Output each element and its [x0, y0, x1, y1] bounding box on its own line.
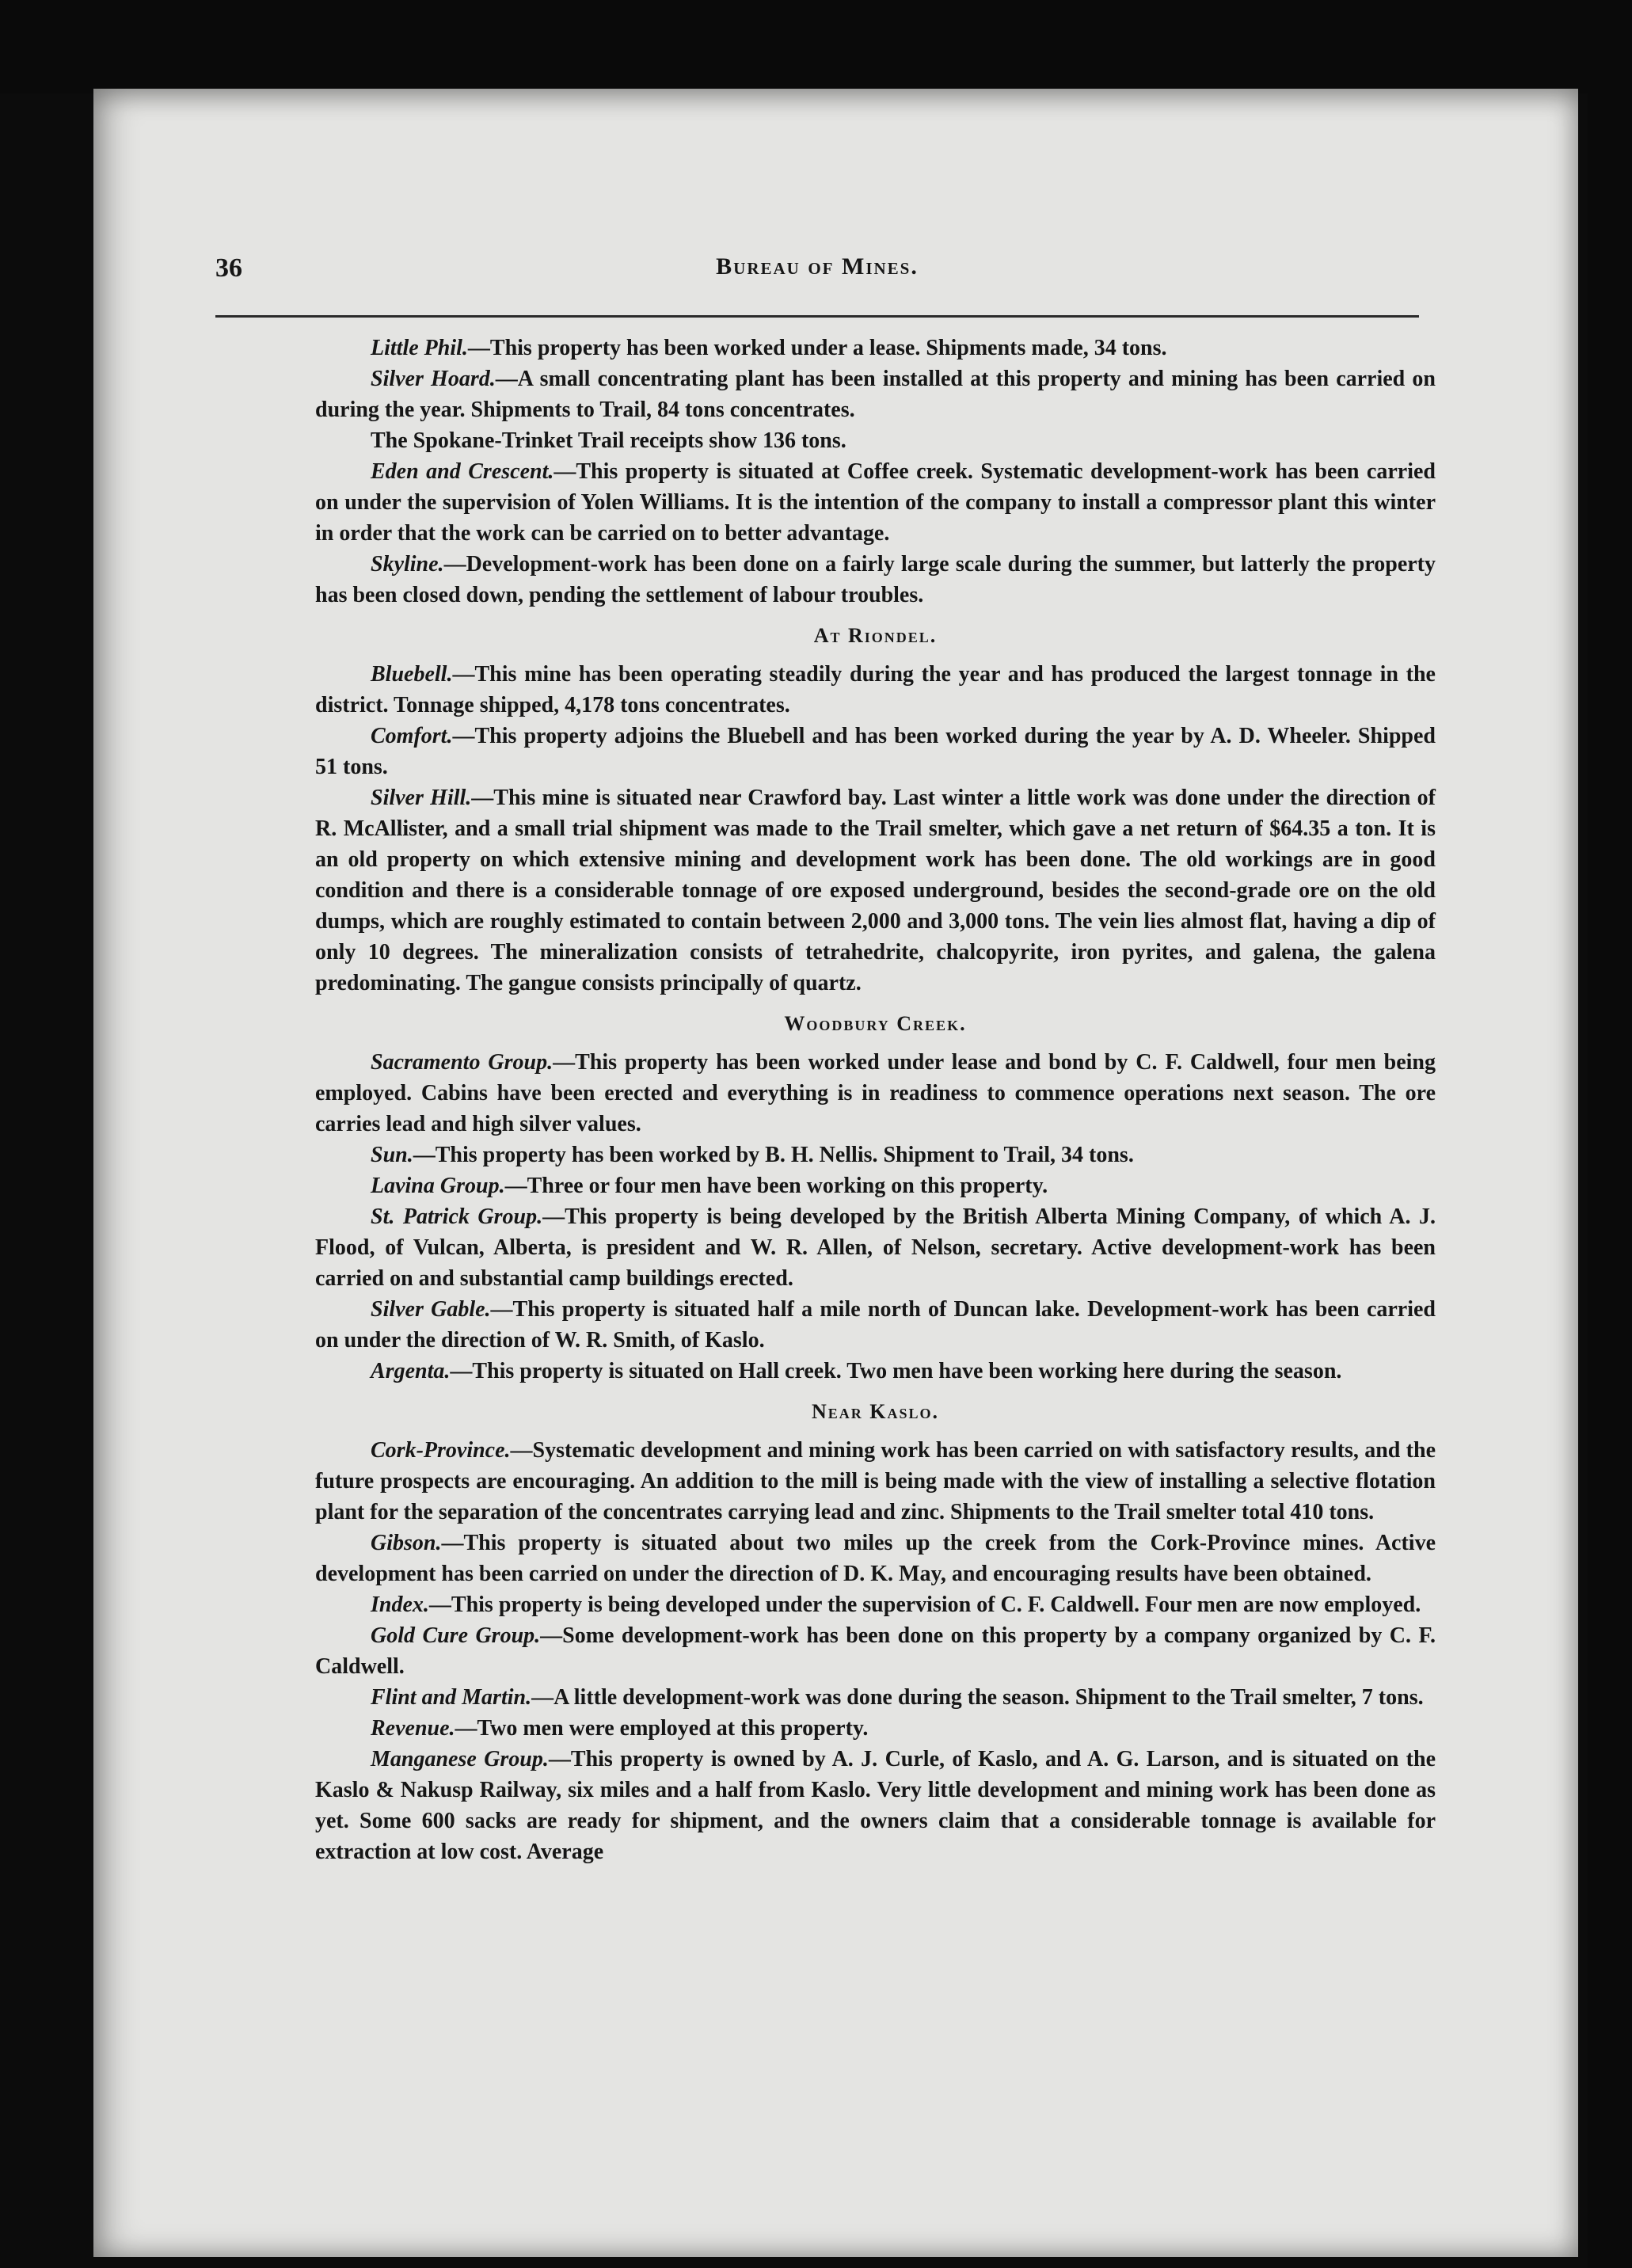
- property-name: Argenta.: [371, 1359, 451, 1383]
- property-name: Sun.: [371, 1143, 413, 1167]
- paragraph: [315, 1713, 1436, 1744]
- film-border-right: [1588, 0, 1632, 2268]
- property-name: Silver Hill.: [371, 786, 472, 810]
- paragraph: [315, 1589, 1436, 1620]
- paragraph: [315, 1744, 1436, 1867]
- paragraph-text: —This property has been worked under lease and bond by C. F. Caldwell, four men being employed. Cabins have been erected and everything is in readiness to commence operations next season. The ore carries lead and high silver values.: [315, 1050, 1436, 1136]
- header-rule: [215, 315, 1419, 318]
- paragraph: [315, 549, 1436, 611]
- paragraph: [315, 1201, 1436, 1294]
- paragraph-text: —This property is situated about two miles up the creek from the Cork-Province mines. Active development has been carried on under the direction of D. K. May, and encouraging results have been obtained.: [315, 1531, 1436, 1586]
- paragraph: [315, 1620, 1436, 1682]
- property-name: Manganese Group.: [371, 1747, 549, 1771]
- paragraph: [315, 721, 1436, 782]
- paragraph-group-riondel: [315, 659, 1436, 999]
- property-name: Index.: [371, 1593, 429, 1617]
- paragraph-text: —Three or four men have been working on this property.: [504, 1174, 1048, 1198]
- paragraph: [315, 1047, 1436, 1140]
- paragraph-group-woodbury: [315, 1047, 1436, 1387]
- property-name: Bluebell.: [371, 662, 453, 687]
- property-name: Gibson.: [371, 1531, 442, 1555]
- paragraph-text: —This property is being developed under the supervision of C. F. Caldwell. Four men are now employed.: [428, 1593, 1421, 1617]
- paragraph: [315, 333, 1436, 363]
- paragraph: [315, 1435, 1436, 1528]
- film-border-top: [0, 0, 1632, 93]
- property-name: Eden and Crescent.: [371, 459, 554, 484]
- paragraph: [315, 363, 1436, 425]
- paragraph-text: —This property is situated at Coffee creek. Systematic development-work has been carried on under the supervision of Yolen Williams. It is the intention of the company to install a compressor plant this winter in order that the work can be carried on to better advantage.: [315, 459, 1436, 546]
- paragraph-text: —This property is situated on Hall creek. Two men have been working here during the season.: [450, 1359, 1342, 1383]
- paragraph-text: —This property is owned by A. J. Curle, of Kaslo, and A. G. Larson, and is situated on the Kaslo & Nakusp Railway, six miles and a half from Kaslo. Very little development and mining work has been done as yet. Some 600 sacks are ready for shipment, and the owners claim that a considerable tonnage is available for extraction at low cost. Average: [315, 1747, 1436, 1864]
- property-name: Sacramento Group.: [371, 1050, 554, 1075]
- property-name: Flint and Martin.: [371, 1685, 532, 1710]
- paragraph: [315, 1356, 1436, 1387]
- paragraph: [315, 1140, 1436, 1170]
- property-name: Cork-Province.: [371, 1438, 511, 1463]
- running-title: Bureau of Mines.: [716, 253, 919, 280]
- paragraph-text: —This property has been worked under a lease. Shipments made, 34 tons.: [467, 336, 1167, 360]
- paragraph-text: —A little development-work was done during the season. Shipment to the Trail smelter, 7 tons.: [531, 1685, 1424, 1710]
- paragraph: [315, 456, 1436, 549]
- page-number: 36: [215, 253, 242, 283]
- paragraph: [315, 782, 1436, 999]
- paragraph: [315, 659, 1436, 721]
- paragraph-text: —This property is being developed by the British Alberta Mining Company, of which A. J. Flood, of Vulcan, Alberta, is president and W. R. Allen, of Nelson, secretary. Active development-work has been carried on and substantial camp buildings erected.: [315, 1204, 1436, 1291]
- paragraph-text: —This property has been worked by B. H. Nellis. Shipment to Trail, 34 tons.: [413, 1143, 1134, 1167]
- property-name: Gold Cure Group.: [371, 1623, 541, 1648]
- paragraph: [315, 1528, 1436, 1589]
- property-name: Revenue.: [371, 1716, 455, 1741]
- paragraph-text: —Some development-work has been done on this property by a company organized by C. F. Caldwell.: [315, 1623, 1436, 1679]
- paragraph-text: —This property is situated half a mile north of Duncan lake. Development-work has been carried on under the direction of W. R. Smith, of Kaslo.: [315, 1297, 1436, 1353]
- paragraph: [315, 1294, 1436, 1356]
- paragraph-text: —A small concentrating plant has been installed at this property and mining has been carried on during the year. Shipments to Trail, 84 tons concentrates.: [315, 367, 1436, 422]
- paragraph-text: —This mine is situated near Crawford bay. Last winter a little work was done under the direction of R. McAllister, and a small trial shipment was made to the Trail smelter, which gave a net return of $64.35 a ton. It is an old property on which extensive mining and development work has been done. The old workings are in good condition and there is a considerable tonnage of ore exposed underground, besides the second-grade ore on the old dumps, which are roughly estimated to contain between 2,000 and 3,000 tons. The vein lies almost flat, having a dip of only 10 degrees. The mineralization consists of tetrahedrite, chalcopyrite, iron pyrites, and galena, the galena predominating. The gangue consists principally of quartz.: [315, 786, 1436, 995]
- paragraph-group-kaslo: [315, 1435, 1436, 1867]
- property-name: Lavina Group.: [371, 1174, 505, 1198]
- property-name: Little Phil.: [371, 336, 468, 360]
- section-heading-riondel: At Riondel.: [813, 624, 938, 647]
- paragraph-text: —Development-work has been done on a fairly large scale during the summer, but latterly the property has been closed down, pending the settlement of labour troubles.: [315, 552, 1436, 607]
- paragraph-text: —Two men were employed at this property.: [455, 1716, 869, 1741]
- body-text: [315, 333, 1436, 1867]
- paragraph-text: —This mine has been operating steadily during the year and has produced the largest tonnage in the district. Tonnage shipped, 4,178 tons concentrates.: [315, 662, 1436, 717]
- property-name: Silver Hoard.: [371, 367, 496, 391]
- paragraph-text: —This property adjoins the Bluebell and has been worked during the year by A. D. Wheeler. Shipped 51 tons.: [315, 724, 1436, 779]
- paragraph-group-main: [315, 333, 1436, 611]
- paragraph-text: The Spokane-Trinket Trail receipts show 136 tons.: [371, 428, 846, 453]
- section-heading-woodbury: Woodbury Creek.: [784, 1012, 967, 1035]
- section-heading-kaslo: Near Kaslo.: [811, 1400, 940, 1423]
- property-name: Comfort.: [371, 724, 453, 748]
- page-header: [215, 253, 1419, 301]
- property-name: Silver Gable.: [371, 1297, 491, 1322]
- property-name: St. Patrick Group.: [371, 1204, 543, 1229]
- property-name: Skyline.: [371, 552, 444, 577]
- paragraph: [315, 1682, 1436, 1713]
- paragraph: [315, 1170, 1436, 1201]
- paragraph: [315, 425, 1436, 456]
- paragraph-text: —Systematic development and mining work has been carried on with satisfactory results, and the future prospects are encouraging. An addition to the mill is being made with the view of installing a selective flotation plant for the separation of the concentrates carrying lead and zinc. Shipments to the Trail smelter total 410 tons.: [315, 1438, 1436, 1524]
